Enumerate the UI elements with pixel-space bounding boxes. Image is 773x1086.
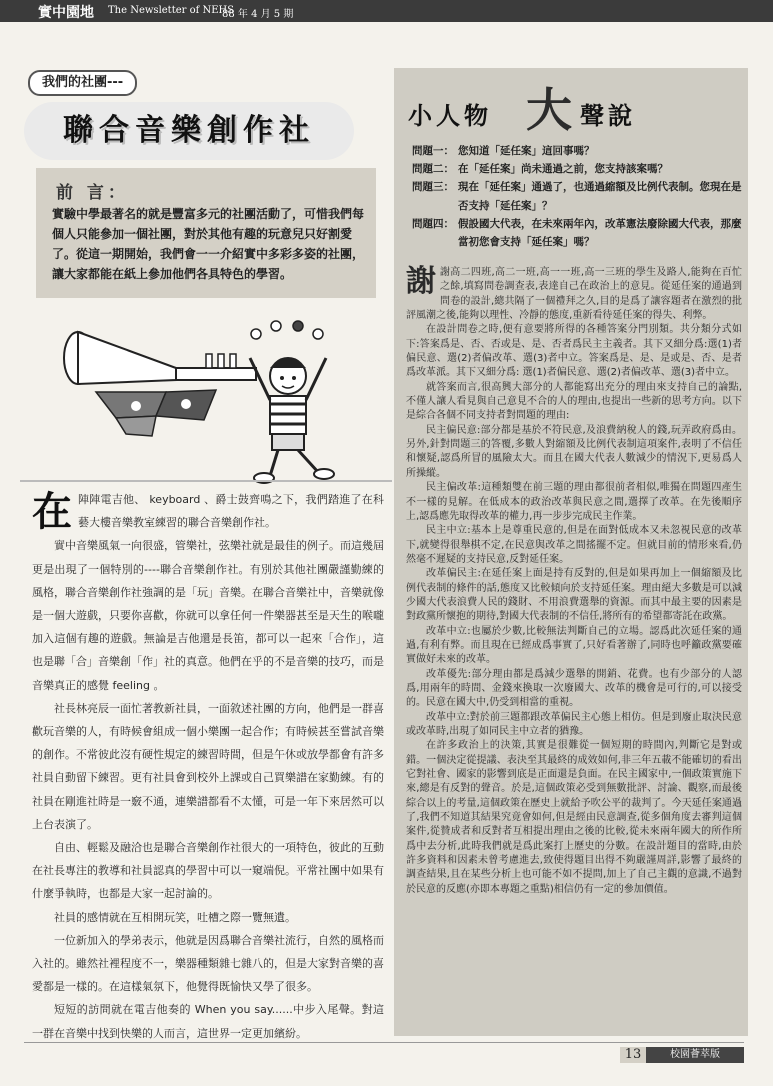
forum-article xyxy=(406,266,742,897)
forum-paragraph: 在設計問卷之時,便有意要將所得的各種答案分門別類。共分類分式如下:答案爲是、否、否或是、是、否者爲民主主義者。其下又細分爲:選(1)者偏民意、選(2)者偏改革、選(3)者中立。答案爲是、是、是或是、否、是者爲改革派。其下又細分爲: 選(1)者偏民意、選(2)者偏改革、選(3)者中立。 xyxy=(406,324,742,379)
question-list xyxy=(412,142,742,251)
forum-paragraph: 改革中立:也屬於少數,比較無法判斷自己的立場。認爲此次延任案的通過,有利有弊。而且現在已經成爲事實了,只好看著辦了,同時也呼籲政黨要確實做好未來的改革。 xyxy=(406,625,742,666)
section-label: 校園薈萃版 xyxy=(646,1047,744,1063)
masthead-title: 實中園地 xyxy=(38,5,94,21)
headline-left: 小人物 xyxy=(408,102,492,130)
section-divider xyxy=(20,480,392,482)
trumpet-drawing xyxy=(64,332,256,384)
article-paragraph: 短短的訪問就在電吉他奏的 When you say......中步入尾聲。對這一群在音樂中找到快樂的人而言，這世界一定更加繽紛。 xyxy=(32,1003,384,1040)
headline-big: 大 xyxy=(526,83,572,137)
newsletter-name: The Newsletter of NEHS xyxy=(108,5,235,16)
music-illustration xyxy=(56,318,356,488)
headline-right: 聲說 xyxy=(580,102,636,130)
page-number: 13 xyxy=(620,1047,646,1063)
preface-body: 實驗中學最著名的就是豐富多元的社團活動了，可惜我們每個人只能參加一個社團，對於其他有趣的玩意兒只好割愛了。從這一期開始，我們會一一介紹實中多彩多姿的社團，讓大家都能在紙上參加他們各具特色的學習。 xyxy=(52,207,365,281)
article-paragraph: 在陣陣電吉他、 keyboard 、爵士鼓齊鳴之下，我們踏進了在科藝大樓音樂教室練習的聯合音樂創作社。 xyxy=(32,488,384,535)
footer-rule xyxy=(24,1042,744,1043)
forum-paragraph: 在許多政治上的決策,其實是很難從一個短期的時間內,判斷它是對或錯。一個決定從提議、表決至其最終的成效如何,非三年五載不能確切的看出它對社會、國家的影響到底是正面還是負面。在民主國家中,一個政策實施下來,總是有反對的聲音。於是,這個政策必受到無數批評、討論、觀察,而最後綜合以上的考量,這個政策在歷史上就給予吹公平的裁判了。今天延任案通過了,我們不知道其結果究竟會如何,但是經由民意調查,從多個角度去審判這個案件,從贊成者和反對者互相提出理由之後的比較,從未來兩年國大的所作所爲中去分析,此時我們就是爲此案打上歷史的分數。在設計題目的當時,由於許多資料和因素未曾考慮進去,致使得題目出得不夠嚴謹周詳,影響了最終的調查結果,且在某些分析上也可能不如不提問,加上了自己主觀的意識,不過對於民意的反應(亦即本專題之重點)相信仍有一定的參加價值。 xyxy=(406,740,742,895)
question-item: 問題二： 在「延任案」尚未通過之前，您支持該案嗎？ xyxy=(412,163,668,176)
preface-box xyxy=(36,168,376,298)
forum-panel xyxy=(394,68,748,1036)
forum-paragraph: 改革優先:部分理由都是爲減少選舉的開銷、花費。也有少部分的人認爲,用兩年的時間、金錢來換取一次廢國大、改革的機會是可行的,可以接受的。民意在國大中,仍受到相當的重視。 xyxy=(406,668,742,709)
forum-headline xyxy=(408,82,734,144)
section-tag: 我們的社團--- xyxy=(28,70,137,96)
masthead-bar xyxy=(0,0,773,22)
article-paragraph: 自由、輕鬆及融洽也是聯合音樂創作社很大的一項特色，彼此的互動在社長專注的教導和社員認真的學習中可以一窺端倪。平常社團中如果有什麼爭執時，也都是大家一起討論的。 xyxy=(32,841,384,901)
forum-paragraph: 民主偏民意:部分都是基於不符民意,及浪費納稅人的錢,玩弄政府爲由。另外,針對問題三的答覆,多數人對縮額及比例代表制這項案件,表明了不信任和懷疑,認爲所冒的風險太大。而且在國大代表人數減少的情況下,更易爲人所操縱。 xyxy=(406,424,742,479)
forum-paragraph: 改革偏民主:在延任案上面是持有反對的,但是如果再加上一個縮額及比例代表制的條件的話,態度又比較傾向於支持延任案。理由絕大多數是可以減少國大代表浪費人民的錢財、不用浪費選舉的資源。而其中最主要的因素是對政黨所懷抱的期待,對國大代表制的不信任,將所有的希望都寄託在政黨。 xyxy=(406,568,742,623)
forum-paragraph: 民主偏改革:這種類雙在前三題的理由都很前者相似,唯獨在問題四產生不一樣的見解。在低成本的政治改革與民意之間,選擇了改革。在先後順序上,認爲應先取得改革的權力,再一步步完成民主作業。 xyxy=(406,482,742,522)
question-item: 問題三： 現在「延任案」通過了，也通過縮額及比例代表制。您現在是否支持「延任案」？ xyxy=(412,181,742,212)
forum-paragraph: 改革中立:對於前三題都跟改革偏民主心態上相仿。但是到廢止取決民意或改革時,出現了如同民主中立者的猶豫。 xyxy=(406,711,742,737)
forum-paragraph: 謝謝高二四班,高二一班,高一一班,高一三班的學生及路人,能夠在百忙之餘,填寫問卷調查表,表達自己在政治上的意見。從延任案的通過到問卷的設計,總共隔了一個禮拜之久,目的是爲了讓容題者在激烈的批評風潮之後,能夠以理性、冷靜的態度,重新看待延任案的得失、利弊。 xyxy=(406,264,742,322)
forum-paragraph: 就答案而言,很高興大部分的人都能寫出充分的理由來支持自己的論點,不僅人讓人看見與自己意見不合的人的理由,也提出一些新的思考方向。以下是綜合各個不同支持者對問題的理由: xyxy=(406,381,742,422)
issue-number: 88 年 4 月 5 期 xyxy=(222,9,294,20)
club-title: 聯合音樂創作社 xyxy=(24,102,354,160)
article-paragraph: 一位新加入的學弟表示，他就是因爲聯合音樂社流行，自然的風格而入社的。雖然社裡程度不一，樂器種類雜七雜八的，但是大家對音樂的喜愛都是一樣的。在這樣氣氛下，他覺得既愉快又學了很多。 xyxy=(32,933,384,994)
question-item: 問題四： 假設國大代表，在未來兩年內，改革憲法廢除國大代表，那麼當初您會支持「延任案」嗎？ xyxy=(412,217,742,249)
flag-decoration xyxy=(96,390,216,436)
club-article xyxy=(32,488,384,1045)
question-item: 問題一： 您知道「延任案」這回事嗎？ xyxy=(412,145,595,157)
article-paragraph: 社長林亮辰一面忙著教新社員，一面敘述社團的方向，他們是一群喜歡玩音樂的人，有時候會組成一個小樂團一起合作；有時候甚至嘗試音樂的創作。不常彼此沒有硬性規定的練習時間，但是午休或放學都會有許多社員自動留下練習。更有社員會到校外上課或自己買樂譜在家勤練。有的社員在剛進社時是一竅不通，連樂譜都看不太懂，可是一年下來居然可以上台表演了。 xyxy=(32,701,384,831)
forum-paragraph: 民主中立:基本上是尊重民意的,但是在面對低成本又未忽視民意的改革下,就變得很舉棋不定,在民意與改革之間搖擺不定。但就目前的情形來看,仍然毫不遲疑的支持民意,反對延任案。 xyxy=(406,525,742,565)
article-paragraph: 社員的感情就在互相開玩笑，吐槽之際一覽無遺。 xyxy=(54,910,296,924)
drop-cap: 在 xyxy=(32,488,72,535)
juggler-drawing xyxy=(250,358,334,483)
preface-title: 前 言： xyxy=(56,183,129,203)
article-paragraph: 實中音樂風氣一向很盛，管樂社，弦樂社就是最佳的例子。而這幾屆更是出現了一個特別的----聯合音樂創作社。有別於其他社團嚴謹勤練的風格，聯合音樂創作社強調的是「玩」音樂。在聯合音樂社中，音樂就像是一個大遊戲，只要你喜歡，你就可以拿任何一件樂器甚至是天生的喉嚨加入這個有趣的遊戲。無論是吉他還是長笛，都可以一起來「合作」，這也是聯「合」音樂創「作」社的真意。他們在乎的不是音樂的技巧，而是音樂真正的感覺 feeling 。 xyxy=(32,539,384,692)
forum-drop-cap: 謝 xyxy=(406,264,436,299)
